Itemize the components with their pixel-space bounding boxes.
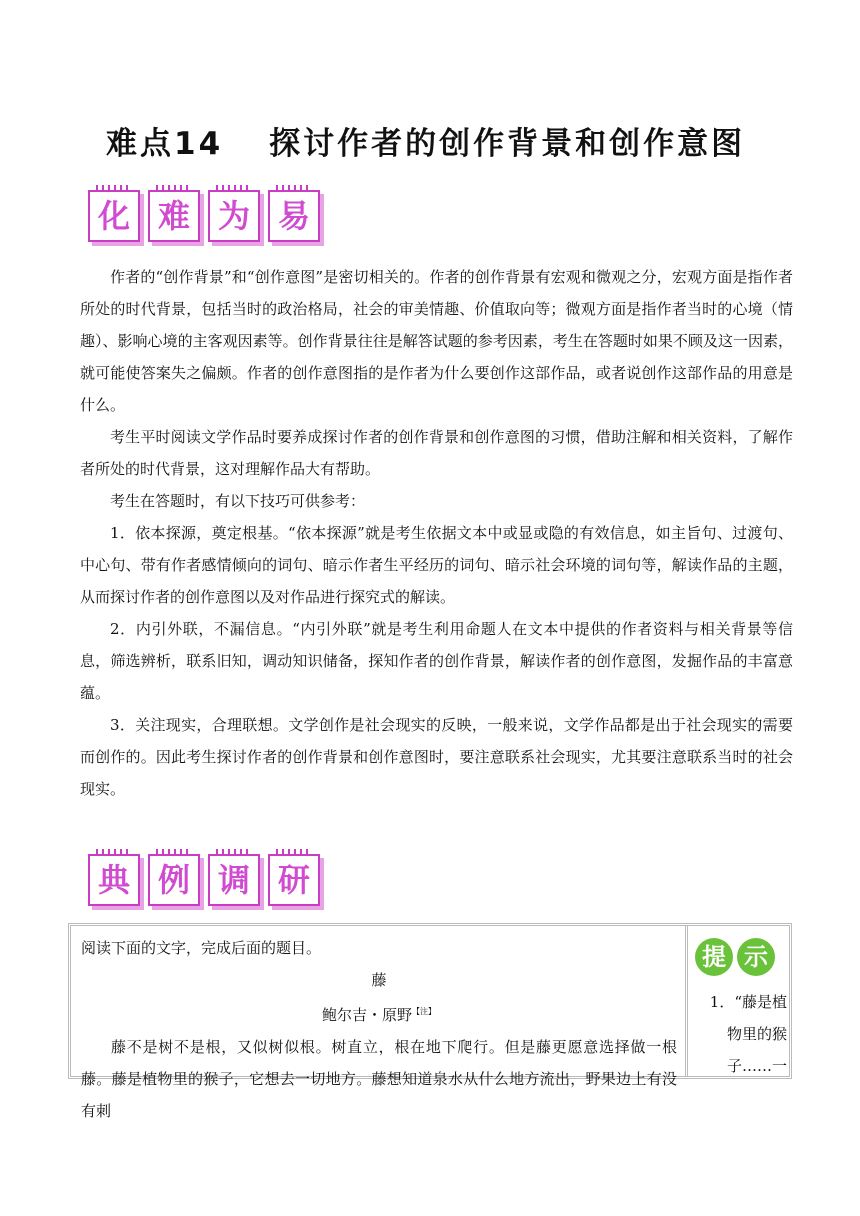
poem-title: 藤 bbox=[371, 971, 387, 989]
badge-char: 化 bbox=[88, 190, 140, 242]
badge-char: 难 bbox=[148, 190, 200, 242]
section-badge-huanan bbox=[88, 190, 320, 242]
paragraph: 3．关注现实，合理联想。文学创作是社会现实的反映，一般来说，文学作品都是出于社会现实的需要而创作的。因此考生探讨作者的创作背景和创作意图时，要注意联系社会现实，尤其要注意联系当时的社会现实。 bbox=[80, 716, 793, 798]
example-intro: 阅读下面的文字，完成后面的题目。 bbox=[81, 939, 322, 957]
author-note: 【注】 bbox=[412, 1007, 436, 1016]
badge-char: 易 bbox=[268, 190, 320, 242]
page-title bbox=[106, 118, 766, 163]
author-name: 鲍尔吉・原野 bbox=[321, 1006, 412, 1024]
hint-column bbox=[695, 938, 791, 1082]
paragraph: 作者的“创作背景”和“创作意图”是密切相关的。作者的创作背景有宏观和微观之分，宏观方面是指作者所处的时代背景，包括当时的政治格局，社会的审美情趣、价值取向等；微观方面是指作者当时的心境（情趣）、影响心境的主客观因素等。创作背景往往是解答试题的参考因素，考生在答题时如果不顾及这一因素，就可能使答案失之偏颇。作者的创作意图指的是作者为什么要创作这部作品，或者说创作这部作品的用意是什么。 bbox=[80, 268, 793, 414]
paragraph: 1．依本探源，奠定根基。“依本探源”就是考生依据文本中或显或隐的有效信息，如主旨句、过渡句、中心句、带有作者感情倾向的词句、暗示作者生平经历的词句、暗示社会环境的词句等，解读作品的主题，从而探讨作者的创作意图以及对作品进行探究式的解读。 bbox=[80, 524, 793, 606]
example-box bbox=[68, 923, 792, 1120]
hint-icon: 示 bbox=[737, 938, 775, 976]
badge-char: 研 bbox=[268, 854, 320, 906]
badge-char: 调 bbox=[208, 854, 260, 906]
paragraph: 考生在答题时，有以下技巧可供参考： bbox=[110, 492, 366, 510]
badge-char: 为 bbox=[208, 190, 260, 242]
hint-icon: 提 bbox=[695, 938, 733, 976]
paragraph: 考生平时阅读文学作品时要养成探讨作者的创作背景和创作意图的习惯，借助注解和相关资料，了解作者所处的时代背景，这对理解作品大有帮助。 bbox=[80, 428, 793, 478]
badge-char: 例 bbox=[148, 854, 200, 906]
column-divider bbox=[685, 926, 688, 1076]
hint-icons bbox=[695, 938, 791, 976]
section-badge-dianli bbox=[88, 854, 320, 906]
title-prefix: 难点14 bbox=[106, 126, 224, 162]
intro-text bbox=[80, 261, 793, 805]
hint-text: 1．“藤是植物里的猴子……一 bbox=[709, 993, 787, 1075]
paragraph: 2．内引外联，不漏信息。“内引外联”就是考生利用命题人在文本中提供的作者资料与相关背景等信息，筛选辨析，联系旧知，调动知识储备，探知作者的创作背景，解读作者的创作意图，发掘作品的丰富意蕴。 bbox=[80, 620, 793, 702]
title-main: 探讨作者的创作背景和创作意图 bbox=[269, 126, 746, 162]
poem-body: 藤不是树不是根，又似树似根。树直立，根在地下爬行。但是藤更愿意选择做一根藤。藤是植物里的猴子，它想去一切地方。藤想知道泉水从什么地方流出，野果边上有没有刺 bbox=[81, 1038, 677, 1120]
badge-char: 典 bbox=[88, 854, 140, 906]
poem-author bbox=[81, 996, 677, 1031]
example-main bbox=[81, 932, 677, 1127]
